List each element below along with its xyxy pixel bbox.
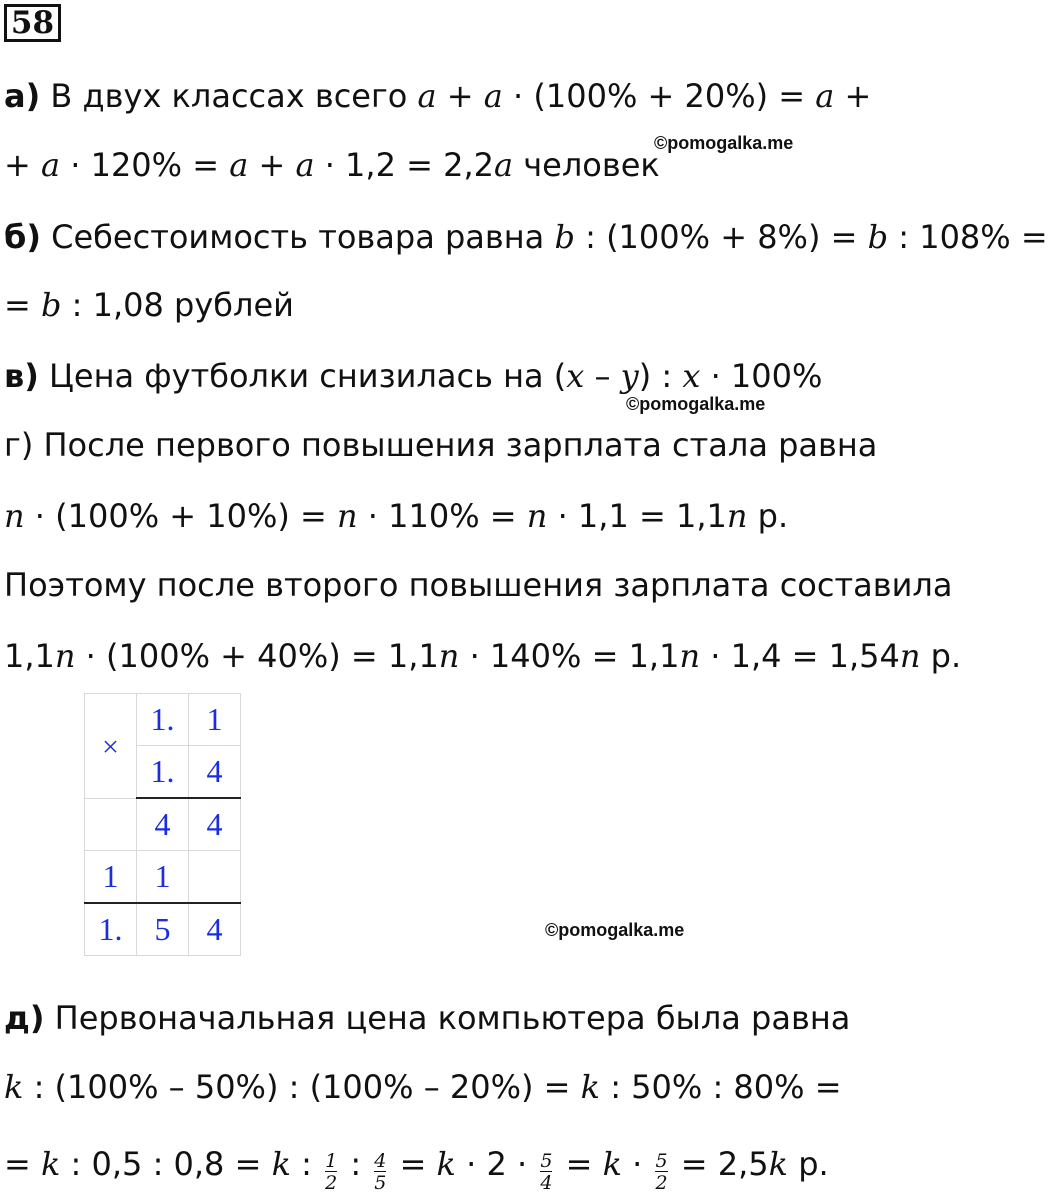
- calc-cell: 1: [85, 851, 137, 904]
- text: Поэтому после второго повышения зарплата составила: [4, 566, 953, 604]
- calc-cell: [85, 798, 137, 851]
- times-sign: [85, 694, 137, 799]
- var: k: [768, 1145, 789, 1183]
- line-d3: [4, 1144, 829, 1193]
- text: ·: [621, 1145, 653, 1183]
- calc-cell: [189, 851, 241, 904]
- text: р.: [747, 497, 789, 535]
- var: b: [867, 218, 889, 256]
- text: · (100% + 40%) = 1,1: [75, 637, 439, 675]
- text: ) :: [638, 357, 683, 395]
- text: · 2 ·: [455, 1145, 538, 1183]
- denominator: 2: [655, 1172, 668, 1194]
- var: n: [438, 637, 460, 675]
- watermark: ©pomogalka.me: [545, 920, 685, 940]
- calc-cell: 4: [189, 798, 241, 851]
- text: · 140% = 1,1: [459, 637, 680, 675]
- line-d1: [4, 998, 850, 1038]
- text: · (100% + 10%) =: [24, 497, 338, 535]
- text: : 50% : 80% =: [600, 1068, 842, 1106]
- multiplication-table: [84, 693, 241, 956]
- var: n: [679, 637, 701, 675]
- calc-cell: 4: [189, 903, 241, 956]
- label-b: б): [4, 218, 41, 256]
- fraction: [540, 1151, 552, 1193]
- text: =: [4, 1145, 41, 1183]
- text: +: [834, 77, 872, 115]
- text: р.: [788, 1145, 829, 1183]
- text: +: [248, 146, 296, 184]
- text: : 108% =: [888, 218, 1048, 256]
- text: · 1,4 = 1,54: [700, 637, 900, 675]
- line-d2: [4, 1067, 842, 1107]
- var: x: [682, 357, 701, 395]
- text: :: [340, 1145, 372, 1183]
- calc-cell: 1: [137, 851, 189, 904]
- var: b: [40, 286, 62, 324]
- denominator: 2: [325, 1172, 338, 1194]
- line-g1: [4, 425, 877, 465]
- line-g2: [4, 496, 788, 536]
- watermark: ©pomogalka.me: [654, 133, 794, 153]
- var: a: [493, 146, 514, 184]
- line-g4: [4, 636, 961, 676]
- calc-cell: 5: [137, 903, 189, 956]
- denominator: 5: [374, 1172, 387, 1194]
- numerator: 1: [325, 1150, 338, 1172]
- text: · 120% =: [60, 146, 230, 184]
- label-d: д): [4, 999, 45, 1037]
- text: : 1,08 рублей: [61, 286, 294, 324]
- text: · 110% =: [357, 497, 527, 535]
- label-a: а): [4, 77, 41, 115]
- text: · 1,2 = 2,2: [314, 146, 494, 184]
- var: a: [815, 77, 835, 115]
- var: k: [436, 1145, 456, 1183]
- denominator: 4: [540, 1172, 553, 1194]
- text: · (100% + 20%) =: [502, 77, 816, 115]
- text: =: [555, 1145, 603, 1183]
- text: г) После первого повышения зарплата стала равна: [4, 426, 878, 464]
- fraction: [325, 1151, 337, 1193]
- var: a: [229, 146, 249, 184]
- var: y: [620, 357, 639, 395]
- var: k: [4, 1068, 24, 1106]
- line-g3: [4, 565, 952, 605]
- var: n: [899, 637, 921, 675]
- var: n: [726, 497, 748, 535]
- problem-number: 58: [4, 4, 61, 42]
- text: Первоначальная цена компьютера была равна: [44, 999, 851, 1037]
- text: человек: [513, 146, 660, 184]
- text: :: [290, 1145, 323, 1183]
- text: +: [4, 146, 41, 184]
- line-a2: [4, 145, 660, 185]
- text: · 100%: [700, 357, 823, 395]
- text: р.: [920, 637, 962, 675]
- var: a: [295, 146, 315, 184]
- calc-cell: 1.: [137, 746, 189, 799]
- watermark: ©pomogalka.me: [626, 394, 766, 414]
- var: k: [580, 1068, 601, 1106]
- line-b2: [4, 285, 294, 325]
- text: : (100% – 50%) : (100% – 20%) =: [23, 1068, 581, 1106]
- text: =: [389, 1145, 437, 1183]
- calc-cell: 4: [189, 746, 241, 799]
- numerator: 5: [540, 1150, 553, 1172]
- numerator: 4: [374, 1150, 387, 1172]
- calc-cell: 1: [189, 694, 241, 746]
- var: x: [566, 357, 585, 395]
- var: n: [54, 637, 76, 675]
- text: +: [436, 77, 484, 115]
- text: =: [4, 286, 41, 324]
- line-b1: [4, 217, 1048, 257]
- var: a: [417, 77, 437, 115]
- text: : (100% + 8%) =: [574, 218, 868, 256]
- fraction: [655, 1151, 667, 1193]
- text: : 0,5 : 0,8 =: [60, 1145, 272, 1183]
- text: –: [584, 357, 621, 395]
- var: k: [40, 1145, 61, 1183]
- text: Цена футболки снизилась на (: [38, 357, 567, 395]
- var: b: [554, 218, 575, 256]
- calc-cell: 1.: [137, 694, 189, 746]
- calc-cell: 4: [137, 798, 189, 851]
- fraction: [374, 1151, 386, 1193]
- var: n: [526, 497, 548, 535]
- line-v1: [4, 356, 822, 396]
- var: n: [337, 497, 358, 535]
- text: Себестоимость товара равна: [40, 218, 555, 256]
- var: a: [40, 146, 61, 184]
- text: · 1,1 = 1,1: [547, 497, 727, 535]
- line-a1: [4, 76, 871, 116]
- text: В двух классах всего: [40, 77, 418, 115]
- times-glyph: ×: [102, 731, 119, 765]
- label-v: в): [4, 357, 39, 395]
- calc-cell: 1.: [85, 903, 137, 956]
- var: a: [483, 77, 503, 115]
- text: 1,1: [4, 637, 55, 675]
- var: n: [4, 497, 25, 535]
- var: k: [602, 1145, 622, 1183]
- text: = 2,5: [670, 1145, 769, 1183]
- numerator: 5: [655, 1150, 668, 1172]
- var: k: [271, 1145, 291, 1183]
